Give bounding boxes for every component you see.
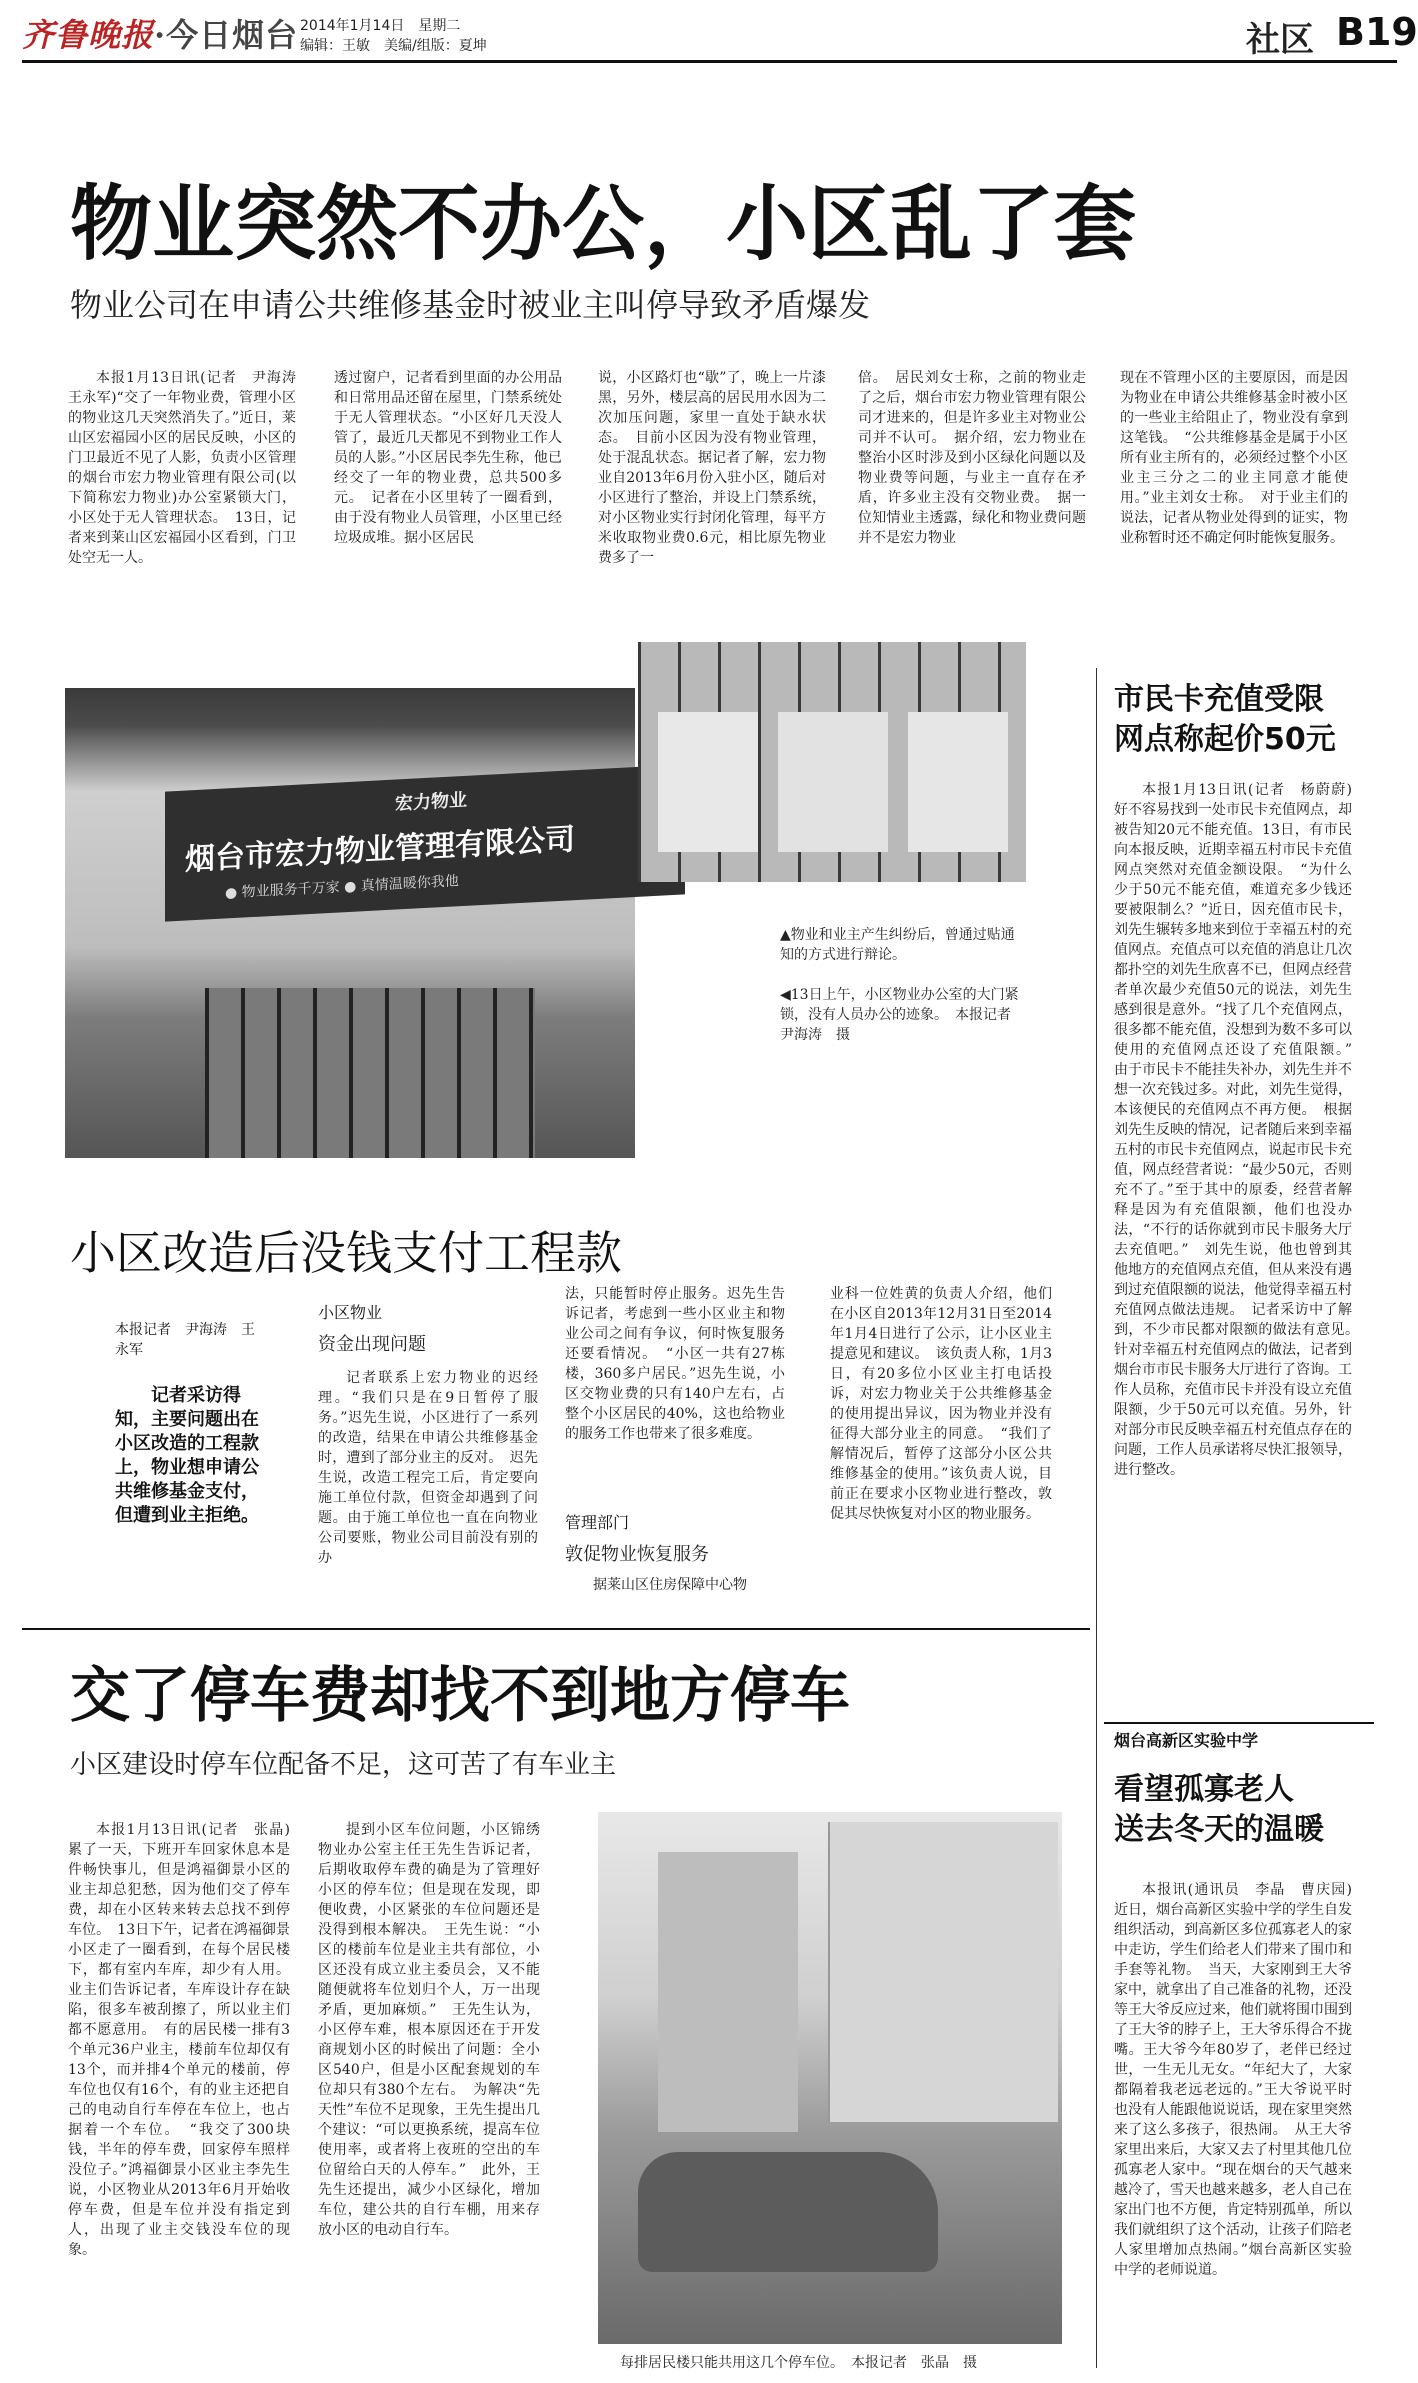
sidebar-divider [1096, 668, 1097, 2368]
notice-paper-1 [658, 712, 758, 852]
story2-colB: 法，只能暂时停止服务。迟先生告诉记者，考虑到一些小区业主和物业公司之间有争议，何时恢复服务还要看情况。 “小区一共有27栋楼，360多户居民。”迟先生说，小区交物业费的只有140户左右，占整个小区居民的40%，这也给物业的服务工作也带来了很多难度。 [565, 1286, 785, 1442]
story2-bottom-rule [22, 1628, 1090, 1630]
side2-body: 本报讯(通讯员 李晶 曹庆园) 近日，烟台高新区实验中学的学生自发组织活动，到高新区多位孤寡老人的家中走访，学生们给老人们带来了围巾和手套等礼物。 当天，大家刚到王大爷家中，就拿出了自己准备的礼物，还没等王大爷反应过来，他们就将围巾围到了王大爷的脖子上，王大爷乐得合不拢嘴。王大爷今年80岁了，老伴已经过世，一生无儿无女。“年纪大了，大家都隔着我老远老远的。”王大爷说平时也没有人能跟他说说话，现在家里突然来了这么多孩子，很热闹。 从王大爷家里出来后，大家又去了村里其他几位孤寡老人家中。“现在烟台的天气越来越冷了，雪天也越来越多，老人自己在家出门也不方便，肯定特别孤单，所以我们就组织了这个活动，让孩子们陪老人家里增加点热闹。”烟台高新区实验中学的老师说道。 [1114, 1882, 1366, 2278]
side2-kicker: 烟台高新区实验中学 [1114, 1731, 1259, 1750]
page-number: B19 [1336, 10, 1418, 54]
photo2-caption: ◀13日上午，小区物业办公室的大门紧锁，没有人员办公的迹象。 本报记者 尹海涛 摄 [780, 987, 1025, 1043]
story2-sub1: 资金出现问题 [318, 1334, 426, 1355]
story2-colA: 记者联系上宏力物业的迟经理。“我们只是在9日暂停了服务。”迟先生说，小区进行了一系列的改造，结果在申请公共维修基金时，遭到了部分业主的反对。 迟先生说，改造工程完工后，肯定要向施工单位付款，但资金却遇到了问题。由于施工单位也一直在向物业公司要账，物业公司目前没有别的办 [318, 1370, 538, 1566]
sign-main-text: 烟台市宏力物业管理有限公司 [185, 822, 575, 878]
notice-paper-2 [778, 712, 888, 852]
editors-line: 编辑：王敏 美编/组版：夏坤 [300, 38, 487, 54]
story2-kicker1: 小区物业 [318, 1303, 383, 1322]
building-right [828, 1822, 1058, 2122]
masthead-rule [22, 60, 1397, 63]
edition-name: ·今日烟台 [154, 16, 299, 54]
office-photo [65, 688, 635, 1158]
side2-headline-line2: 送去冬天的温暖 [1114, 1812, 1324, 1847]
story2-byline: 本报记者 尹海涛 王永军 [115, 1322, 255, 1358]
story2-colC: 业科一位姓黄的负责人介绍，他们在小区自2013年12月31日至2014年1月4日进行了公示，让小区业主提意见和建议。 该负责人称，1月3日，有20多位小区业主打电话投诉，对宏力物业关于公共维修基金的使用提出异议，因为物业并没有征得大部分业主的同意。 “我们了解情况后，暂停了这部分小区公共维修基金的使用。”该负责人说，目前正在要求小区物业进行整改，敦促其尽快恢复对小区的物业服务。 [830, 1286, 1052, 1522]
paper-name: 齐鲁晚报 [22, 16, 155, 54]
story1-col1: 本报1月13日讯(记者 尹海涛 王永军)“交了一年物业费，管理小区的物业这几天突然消失了。”近日，莱山区宏福园小区的居民反映，小区的门卫最近不见了人影，负责小区管理的烟台市宏力物业管理有限公司(以下简称宏力物业)办公室紧锁大门，小区处于无人管理状态。 13日，记者来到莱山区宏福园小区看到，门卫处空无一人。 [68, 370, 310, 566]
office-gate [205, 988, 535, 1158]
story2-lede: 记者采访得知，主要问题出在小区改造的工程款上，物业想申请公共维修基金支付，但遭到业主拒绝。 [115, 1385, 259, 1526]
office-sign-board [165, 764, 685, 921]
story3-col2: 提到小区车位问题，小区锦绣物业办公室主任王先生告诉记者，后期收取停车费的确是为了管理好小区的停车位；但是现在发现，即便收费，小区紧张的车位问题还是没得到根本解决。 王先生说：“小区的楼前车位是业主共有部位，小区还没有成立业主委员会，又不能随便就将车位划归个人，万一出现矛盾，更加麻烦。” 王先生认为，小区停车难，根本原因还在于开发商规划小区的时候出了问题：全小区540户，但是小区配套规划的车位却只有380个左右。 为解决“先天性”车位不足现象，王先生提出几个建议：“可以更换系统，提高车位使用率，或者将上夜班的空出的车位留给白天的人停车。” 此外，王先生还提出，减少小区绿化，增加车位，建公共的自行车棚，用来存放小区的电动自行车。 [318, 1822, 540, 2238]
story3-headline: 交了停车费却找不到地方停车 [70, 1661, 850, 1731]
story2-headline: 小区改造后没钱支付工程款 [70, 1226, 622, 1280]
story2-sub2: 敦促物业恢复服务 [565, 1544, 709, 1565]
sign-slogan-text: ● 物业服务千万家 ● 真情温暖你我他 [225, 873, 459, 902]
side1-headline [1114, 680, 1336, 760]
story1-subheadline: 物业公司在申请公共维修基金时被业主叫停导致矛盾爆发 [70, 286, 871, 324]
side1-headline-line2: 网点称起价50元 [1114, 722, 1336, 757]
side1-body: 本报1月13日讯(记者 杨蔚蔚) 好不容易找到一处市民卡充值网点，却被告知20元不能充值。13日，有市民向本报反映，近期幸福五村市民卡充值网点突然对充值金额设限。 “为什么少于50元不能充值，难道充多少钱还要被限制么？”近日，因充值市民卡，刘先生辗转多地来到位于幸福五村的充值网点。充值点可以充值的消息让几次都扑空的刘先生欣喜不已，但网点经营者单次最少充值50元的说法，刘先生感到很是意外。“找了几个充值网点，很多都不能充值，没想到为数不多可以使用的充值网点还设了充值限额。” 由于市民卡不能挂失补办，刘先生并不想一次充钱过多。对此，刘先生觉得，本该便民的充值网点不再方便。 根据刘先生反映的情况，记者随后来到幸福五村的市民卡充值网点，说起市民卡充值，网点经营者说：“最少50元，否则充不了。”至于其中的原委，经营者解释是因为有充值限额，他们也没办法，“不行的话你就到市民卡服务大厅去充值吧。” 刘先生说，他也曾到其他地方的充值网点充值，但从来没有遇到过充值限额的说法，他觉得幸福五村充值网点做法违规。 记者采访中了解到，不少市民都对限额的做法有意见。 针对幸福五村充值网点的做法，记者到烟台市市民卡服务大厅进行了咨询。工作人员称，充值市民卡并没有设立充值限额，少于50元可以充值。另外，针对部分市民反映幸福五村充值点存在的问题，工作人员承诺将尽快汇报领导，进行整改。 [1114, 782, 1366, 1478]
photo1-caption: ▲物业和业主产生纠纷后，曾通过贴通知的方式进行辩论。 [780, 927, 1015, 963]
side2-headline-line1: 看望孤寡老人 [1114, 1772, 1294, 1807]
masthead-logo [22, 10, 298, 56]
story1-col2: 透过窗户，记者看到里面的办公用品和日常用品还留在屋里，门禁系统处于无人管理状态。“小区好几天没人管了，最近几天都见不到物业工作人员的人影。”小区居民李先生称，他已经交了一年的物业费，总共500多元。 记者在小区里转了一圈看到，由于没有物业人员管理，小区里已经垃圾成堆。据小区居民 [334, 370, 562, 546]
notice-paper-3 [908, 712, 1008, 852]
story3-col1: 本报1月13日讯(记者 张晶) 累了一天，下班开车回家休息本是件畅快事儿，但是鸿福御景小区的业主却总犯愁，因为他们交了停车费，却在小区转来转去总找不到停车位。 13日下午，记者在鸿福御景小区走了一圈看到，在每个居民楼下，都有室内车库，却少有人用。业主们告诉记者，车库设计存在缺陷，很多车被刮擦了，所以业主们都不愿意用。 有的居民楼一排有3个单元36户业主，楼前车位却仅有13个，而并排4个单元的楼前，停车位也仅有16个，有的业主还把自己的电动自行车停在车位上，也占据着一个车位。 “我交了300块钱，半年的停车费，回家停车照样没位子。”鸿福御景小区业主李先生说，小区物业从2013年6月开始收停车费，但是车位并没有指定到人，出现了业主交钱没车位的现象。 [68, 1822, 304, 2258]
building-left [658, 1852, 798, 2132]
date-line: 2014年1月14日 星期二 [300, 18, 461, 34]
parking-photo [598, 1812, 1062, 2344]
story2-colB2: 据莱山区住房保障中心物 [593, 1577, 747, 1593]
story1-headline: 物业突然不办公，小区乱了套 [70, 177, 1137, 272]
story1-col3: 说，小区路灯也“歇”了，晚上一片漆黑，另外，楼层高的居民用水因为二次加压问题，家里一直处于缺水状态。 目前小区因为没有物业管理，处于混乱状态。据记者了解，宏力物业自2013年6月份入驻小区，随后对小区进行了整治，并设上门禁系统，对小区物业实行封闭化管理，每平方米收取物业费0.6元，相比原先物业费多了一 [598, 370, 826, 566]
section-label: 社区 [1246, 20, 1314, 60]
side2-rule [1104, 1722, 1374, 1724]
side2-headline [1114, 1770, 1324, 1850]
story2-kicker2: 管理部门 [565, 1513, 630, 1532]
story3-subheadline: 小区建设时停车位配备不足，这可苦了有车业主 [70, 1750, 617, 1780]
car [638, 2152, 938, 2272]
photo3-caption: 每排居民楼只能共用这几个停车位。 本报记者 张晶 摄 [620, 2355, 977, 2371]
masthead-info [300, 16, 487, 56]
notice-photo [638, 642, 1026, 882]
sign-top-text: 宏力物业 [395, 789, 467, 815]
story1-col4: 倍。 居民刘女士称，之前的物业走了之后，烟台市宏力物业管理有限公司才进来的，但是许多业主对物业公司并不认可。 据介绍，宏力物业在整治小区时涉及到小区绿化问题以及物业费等问题，与业主一直存在矛盾，许多业主没有交物业费。 据一位知情业主透露，绿化和物业费问题并不是宏力物业 [858, 370, 1086, 546]
story1-col5: 现在不管理小区的主要原因，而是因为物业在申请公共维修基金时被小区的一些业主给阻止了，物业没有拿到这笔钱。 “公共维修基金是属于小区所有业主所有的，必须经过整个小区业主三分之二的业主同意才能使用。”业主刘女士称。 对于业主们的说法，记者从物业处得到的证实，物业称暂时还不确定何时能恢复服务。 [1120, 370, 1348, 546]
side1-headline-line1: 市民卡充值受限 [1114, 682, 1324, 717]
